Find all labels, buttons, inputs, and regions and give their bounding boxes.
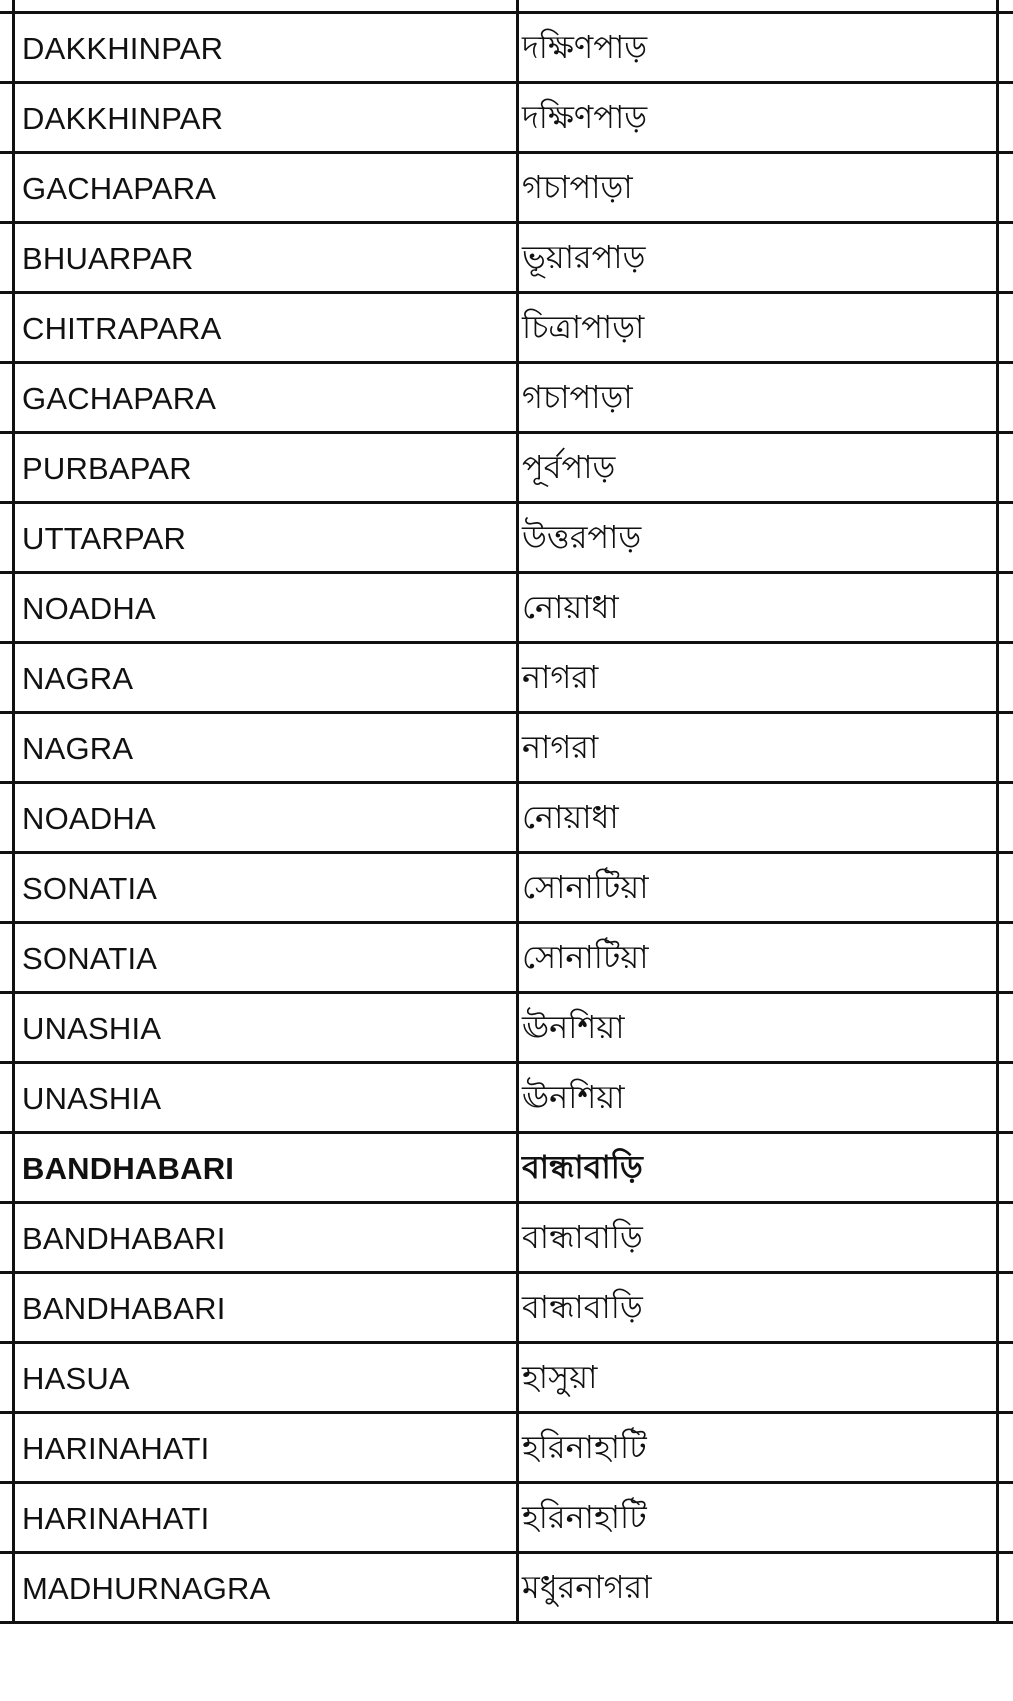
table-row xyxy=(0,574,1013,644)
table-row xyxy=(0,14,1013,84)
english-name-cell: CHITRAPARA xyxy=(22,311,222,346)
english-name-cell: NAGRA xyxy=(22,731,134,766)
table-row xyxy=(0,644,1013,714)
english-name-cell: UTTARPAR xyxy=(22,521,187,556)
table-row xyxy=(0,1274,1013,1344)
table-row xyxy=(0,784,1013,854)
table-row xyxy=(0,154,1013,224)
bengali-name-cell: বান্ধাবাড়ি xyxy=(522,1288,643,1326)
table-row xyxy=(0,1344,1013,1414)
english-name-cell: HASUA xyxy=(22,1361,130,1396)
bengali-name-cell: ঊনশিয়া xyxy=(522,1078,625,1116)
table-row xyxy=(0,1484,1013,1554)
english-name-cell: UNASHIA xyxy=(22,1081,162,1116)
table-row xyxy=(0,1414,1013,1484)
table-row xyxy=(0,854,1013,924)
bengali-name-cell: হরিনাহাটি xyxy=(522,1498,647,1536)
bengali-name-cell: দক্ষিণপাড় xyxy=(522,28,648,66)
bengali-name-cell: হরিনাহাটি xyxy=(522,1428,647,1466)
english-name-cell: GACHAPARA xyxy=(22,381,217,416)
english-name-cell: GACHAPARA xyxy=(22,171,217,206)
right-border-line xyxy=(996,0,999,1624)
bengali-name-cell: হাসুয়া xyxy=(522,1358,598,1396)
bengali-name-cell: বান্ধাবাড়ি xyxy=(522,1218,643,1256)
bengali-name-cell: বান্ধাবাড়ি xyxy=(522,1148,643,1186)
bengali-name-cell: পূর্বপাড় xyxy=(522,448,616,486)
bengali-name-cell: ঊনশিয়া xyxy=(522,1008,625,1046)
left-border-line xyxy=(12,0,15,1624)
english-name-cell: DAKKHINPAR xyxy=(22,31,224,66)
bengali-name-cell: দক্ষিণপাড় xyxy=(522,98,648,136)
bengali-name-cell: মধুরনাগরা xyxy=(522,1568,652,1606)
bengali-name-cell: উত্তরপাড় xyxy=(522,518,642,556)
english-name-cell: UNASHIA xyxy=(22,1011,162,1046)
english-name-cell: NAGRA xyxy=(22,661,134,696)
table-row-partial xyxy=(0,0,1013,14)
table-row xyxy=(0,1554,1013,1624)
english-name-cell: HARINAHATI xyxy=(22,1501,210,1536)
bengali-name-cell: সোনাটিয়া xyxy=(522,938,649,976)
table-row xyxy=(0,504,1013,574)
english-name-cell: DAKKHINPAR xyxy=(22,101,224,136)
table-row xyxy=(0,224,1013,294)
english-name-cell: BANDHABARI xyxy=(22,1291,226,1326)
english-name-cell: BANDHABARI xyxy=(22,1221,226,1256)
english-name-cell: MADHURNAGRA xyxy=(22,1571,271,1606)
table-row xyxy=(0,1064,1013,1134)
bengali-name-cell: চিত্রাপাড়া xyxy=(522,308,645,346)
table-row xyxy=(0,714,1013,784)
table-row xyxy=(0,84,1013,154)
bengali-name-cell: ভূয়ারপাড় xyxy=(522,238,646,276)
bengali-name-cell: গচাপাড়া xyxy=(522,168,633,206)
bengali-name-cell: গচাপাড়া xyxy=(522,378,633,416)
english-name-cell: PURBAPAR xyxy=(22,451,192,486)
table-row xyxy=(0,1204,1013,1274)
bengali-name-cell: সোনাটিয়া xyxy=(522,868,649,906)
table-row xyxy=(0,434,1013,504)
table-row xyxy=(0,364,1013,434)
english-name-cell: BHUARPAR xyxy=(22,241,194,276)
column-divider-line xyxy=(516,0,519,1624)
english-name-cell: BANDHABARI xyxy=(22,1151,235,1186)
bengali-name-cell: নোয়াধা xyxy=(522,588,619,626)
english-name-cell: SONATIA xyxy=(22,941,158,976)
bengali-name-cell: নোয়াধা xyxy=(522,798,619,836)
english-name-cell: HARINAHATI xyxy=(22,1431,210,1466)
english-name-cell: NOADHA xyxy=(22,801,156,836)
table-row xyxy=(0,1134,1013,1204)
table-row xyxy=(0,994,1013,1064)
bengali-name-cell: নাগরা xyxy=(522,728,599,766)
english-name-cell: NOADHA xyxy=(22,591,156,626)
english-name-cell: SONATIA xyxy=(22,871,158,906)
table-row xyxy=(0,924,1013,994)
table-row xyxy=(0,294,1013,364)
bengali-name-cell: নাগরা xyxy=(522,658,599,696)
